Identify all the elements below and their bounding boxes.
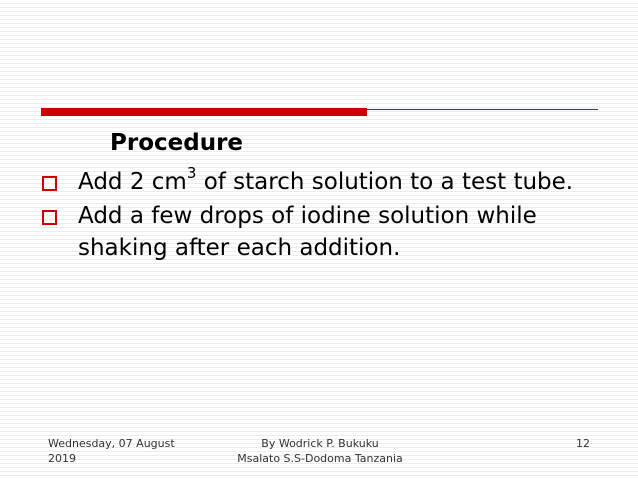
footer-date-line: 2019 [48, 452, 76, 465]
title-accent-line [367, 109, 598, 110]
list-item [38, 166, 598, 198]
hollow-square-bullet-icon [42, 210, 57, 225]
bullet-text: Add a few drops of iodine solution while shaking after each addition. [78, 203, 537, 261]
superscript: 3 [186, 164, 197, 183]
bullet-text-part: of starch solution to a test tube. [196, 169, 574, 195]
bullet-list [38, 166, 598, 266]
bullet-text [78, 164, 574, 195]
footer-date [48, 436, 198, 466]
bullet-text-part: Add 2 cm [78, 169, 187, 195]
footer-author-line: Msalato S.S-Dodoma Tanzania [237, 452, 403, 465]
hollow-square-bullet-icon [42, 176, 57, 191]
footer-author [210, 436, 430, 466]
page-number: 12 [576, 437, 590, 450]
footer-author-line: By Wodrick P. Bukuku [261, 437, 379, 450]
list-item [38, 200, 598, 264]
title-accent-bar [41, 108, 367, 116]
footer-date-line: Wednesday, 07 August [48, 437, 175, 450]
slide-heading: Procedure [110, 130, 244, 156]
